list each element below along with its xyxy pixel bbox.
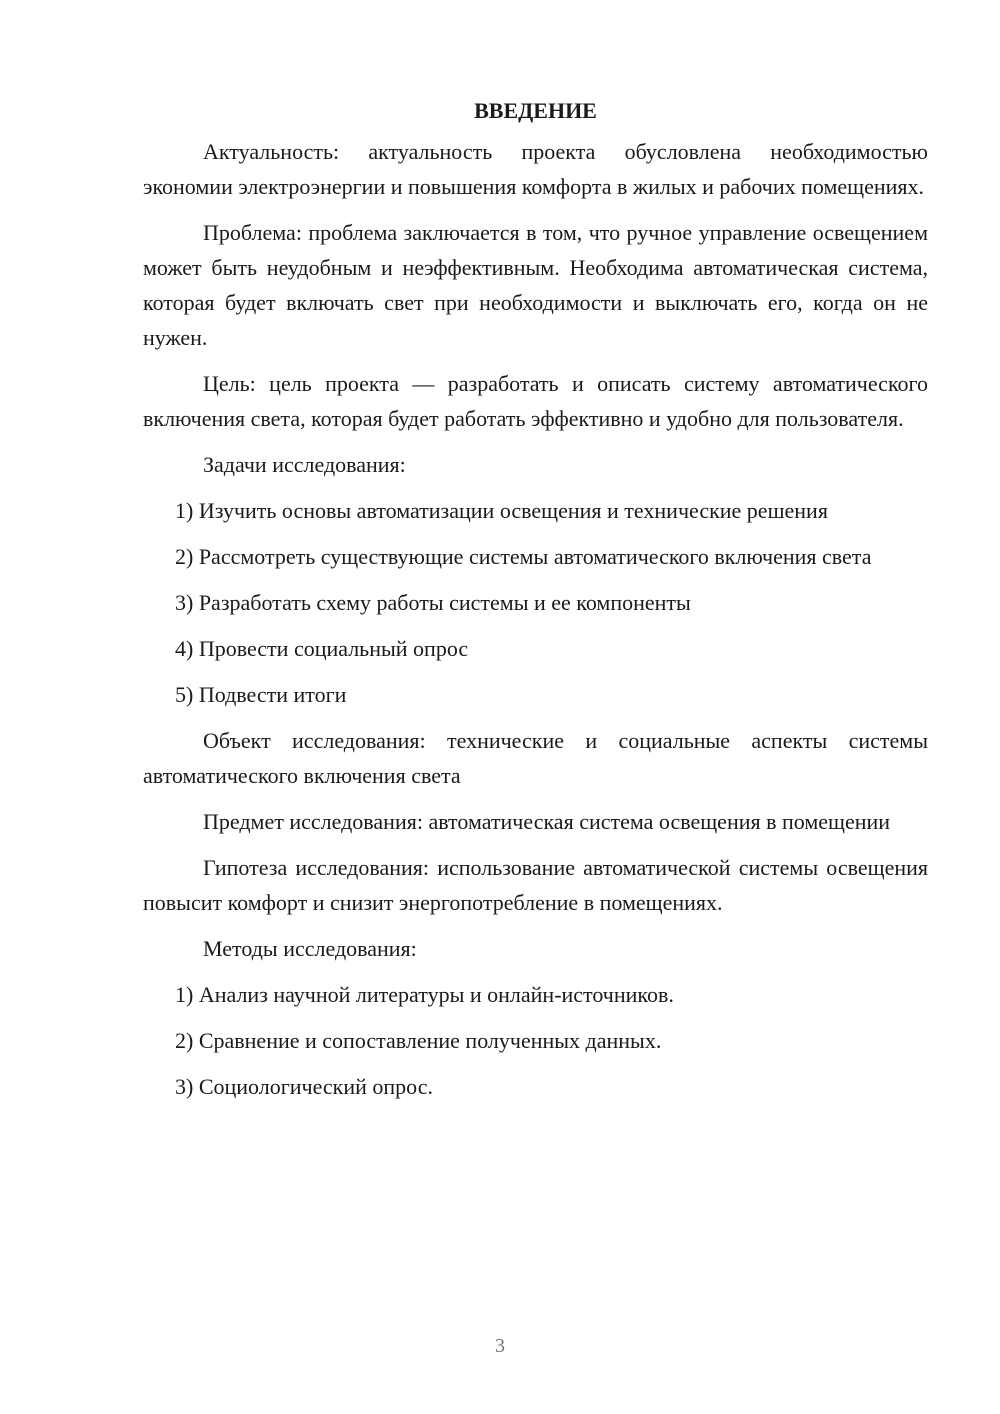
method-item: 1) Анализ научной литературы и онлайн-источников.	[175, 982, 674, 1007]
goal-paragraph: Цель: цель проекта — разработать и описать систему автоматического включения света, которая будет работать эффективно и удобно для пользователя.	[143, 371, 928, 431]
document-page	[143, 96, 928, 1115]
relevance-paragraph: Актуальность: актуальность проекта обусловлена необходимостью экономии электроэнергии и повышения комфорта в жилых и рабочих помещениях.	[143, 139, 928, 199]
task-item: 1) Изучить основы автоматизации освещения и технические решения	[175, 498, 828, 523]
task-item: 2) Рассмотреть существующие системы автоматического включения света	[175, 544, 872, 569]
hypothesis-paragraph: Гипотеза исследования: использование автоматической системы освещения повысит комфорт и снизит энергопотребление в помещениях.	[143, 855, 928, 915]
problem-paragraph: Проблема: проблема заключается в том, что ручное управление освещением может быть неудобным и неэффективным. Необходима автоматическая система, которая будет включать свет при необходимости и выключать его, когда он не нужен.	[143, 220, 928, 350]
page-number: 3	[495, 1335, 505, 1357]
subject-paragraph: Предмет исследования: автоматическая система освещения в помещении	[203, 809, 891, 834]
method-item: 2) Сравнение и сопоставление полученных данных.	[175, 1028, 662, 1053]
object-paragraph: Объект исследования: технические и социальные аспекты системы автоматического включения света	[143, 728, 928, 788]
task-item: 4) Провести социальный опрос	[175, 636, 469, 661]
method-item: 3) Социологический опрос.	[175, 1074, 433, 1099]
tasks-heading: Задачи исследования:	[203, 452, 406, 477]
section-title: ВВЕДЕНИЕ	[474, 98, 597, 123]
task-item: 3) Разработать схему работы системы и ее компоненты	[175, 590, 691, 615]
task-item: 5) Подвести итоги	[175, 682, 347, 707]
methods-heading: Методы исследования:	[203, 936, 417, 961]
